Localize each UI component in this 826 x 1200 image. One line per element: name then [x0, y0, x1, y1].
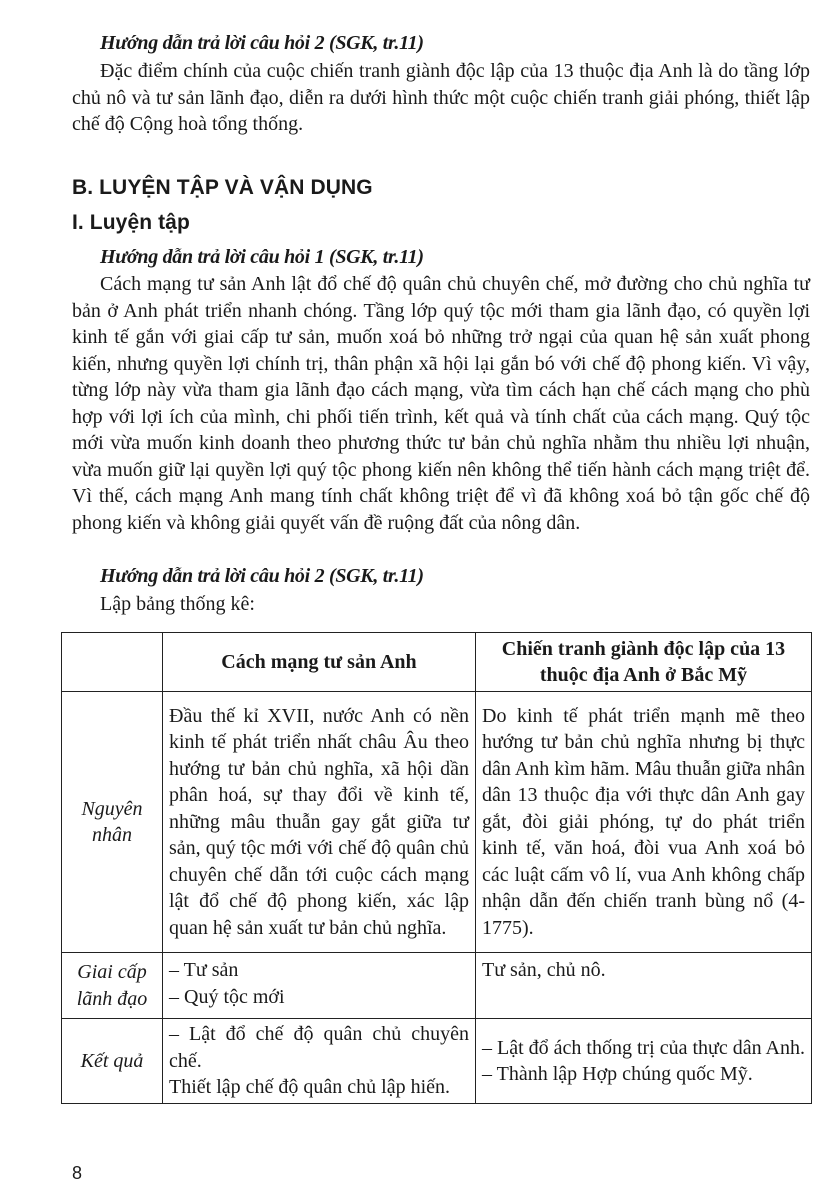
section-title: B. LUYỆN TẬP VÀ VẬN DỤNG — [72, 176, 373, 199]
answer-text: Cách mạng tư sản Anh lật đổ chế độ quân chủ chuyên chế, mở đường cho chủ nghĩa tư bản ở Anh phát triển nhanh chóng. Tầng lớp quý tộc mới tham gia lãnh đạo, có quyền lợi kinh tế gắn với giai cấp tư sản, muốn xoá bỏ những trở ngại của quan hệ sản xuất phong kiến, nhưng quyền lợi chính trị, thân phận xã hội lại gắn bó với chế độ phong kiến. Vì vậy, từng lớp này vừa tham gia lãnh đạo cách mạng, vừa tìm cách hạn chế cách mạng cho phù hợp với lợi ích của mình, chi phối tiến trình, kết quả và tính chất của cách mạng. Quý tộc mới vừa muốn kinh doanh theo phương thức tư bản chủ nghĩa nhằm thu nhiều lợi nhuận, vừa muốn giữ lại quyền lợi quý tộc phong kiến nên không thể tiến hành cách mạng triệt để. Vì thế, cách mạng Anh mang tính chất không triệt để vì đã không xoá bỏ tận gốc chế độ phong kiến và không giải quyết vấn đề ruộng đất của nông dân. — [72, 273, 810, 534]
answer-heading-a2: Hướng dẫn trả lời câu hỏi 2 (SGK, tr.11) — [100, 32, 424, 54]
table-cell — [476, 953, 812, 1019]
answer-heading-b1: Hướng dẫn trả lời câu hỏi 1 (SGK, tr.11) — [100, 246, 424, 268]
subsection-title: I. Luyện tập — [72, 211, 190, 234]
cell-line: Tư sản, chủ nô. — [482, 959, 606, 981]
cell-line: Đầu thế kỉ XVII, nước Anh có nền kinh tế phát triển nhất châu Âu theo hướng tư bản chủ nghĩa, xã hội dần phân hoá, sự thay đổi về kinh tế, những mâu thuẫn gay gắt giữa tư sản, quý tộc mới với chế độ quân chủ chuyên chế dẫn tới cuộc cách mạng lật đổ chế độ phong kiến, xác lập quan hệ sản xuất tư bản chủ nghĩa. — [169, 704, 469, 939]
answer-paragraph-b1 — [72, 271, 810, 536]
table-header-american-war: Chiến tranh giành độc lập của 13 thuộc địa Anh ở Bắc Mỹ — [476, 633, 812, 692]
table-cell — [163, 953, 476, 1019]
table-cell — [163, 1019, 476, 1104]
answer-text: Đặc điểm chính của cuộc chiến tranh giành độc lập của 13 thuộc địa Anh là do tầng lớp chủ nô và tư sản lãnh đạo, diễn ra dưới hình thức một cuộc chiến tranh giải phóng, thiết lập chế độ Cộng hoà tổng thống. — [72, 60, 810, 135]
cell-line: – Lật đổ chế độ quân chủ chuyên chế. — [169, 1023, 469, 1072]
table-header-row — [62, 633, 812, 692]
table-intro: Lập bảng thống kê: — [100, 593, 255, 615]
table-row — [62, 1019, 812, 1104]
cell-line: Thiết lập chế độ quân chủ lập hiến. — [169, 1076, 451, 1099]
table-cell — [163, 692, 476, 953]
table-header-empty — [62, 633, 163, 692]
cell-line: – Tư sản — [169, 959, 239, 981]
cell-line: – Thành lập Hợp chúng quốc Mỹ. — [482, 1063, 753, 1085]
comparison-table — [61, 632, 812, 1104]
row-label: Kết quả — [62, 1019, 163, 1104]
table-header-english-revolution: Cách mạng tư sản Anh — [163, 633, 476, 692]
row-label: Giai cấp lãnh đạo — [62, 953, 163, 1019]
table-row — [62, 692, 812, 953]
cell-line: – Quý tộc mới — [169, 985, 285, 1008]
cell-line: – Lật đổ ách thống trị của thực dân Anh. — [482, 1036, 805, 1059]
page-number: 8 — [72, 1163, 83, 1183]
answer-heading-b2: Hướng dẫn trả lời câu hỏi 2 (SGK, tr.11) — [100, 565, 424, 587]
table-row — [62, 953, 812, 1019]
table-cell — [476, 1019, 812, 1104]
answer-paragraph-a2 — [72, 58, 810, 138]
table-cell — [476, 692, 812, 953]
cell-line: Do kinh tế phát triển mạnh mẽ theo hướng tư bản chủ nghĩa nhưng bị thực dân Anh kìm hãm. Mâu thuẫn giữa nhân dân 13 thuộc địa với thực dân Anh gay gắt, đòi giải phóng, tự do phát triển kinh tế, văn hoá, đòi vua Anh xoá bỏ các luật cấm vô lí, vua Anh không chấp nhận dẫn đến chiến tranh bùng nổ (4-1775). — [482, 704, 806, 939]
row-label: Nguyên nhân — [62, 692, 163, 953]
